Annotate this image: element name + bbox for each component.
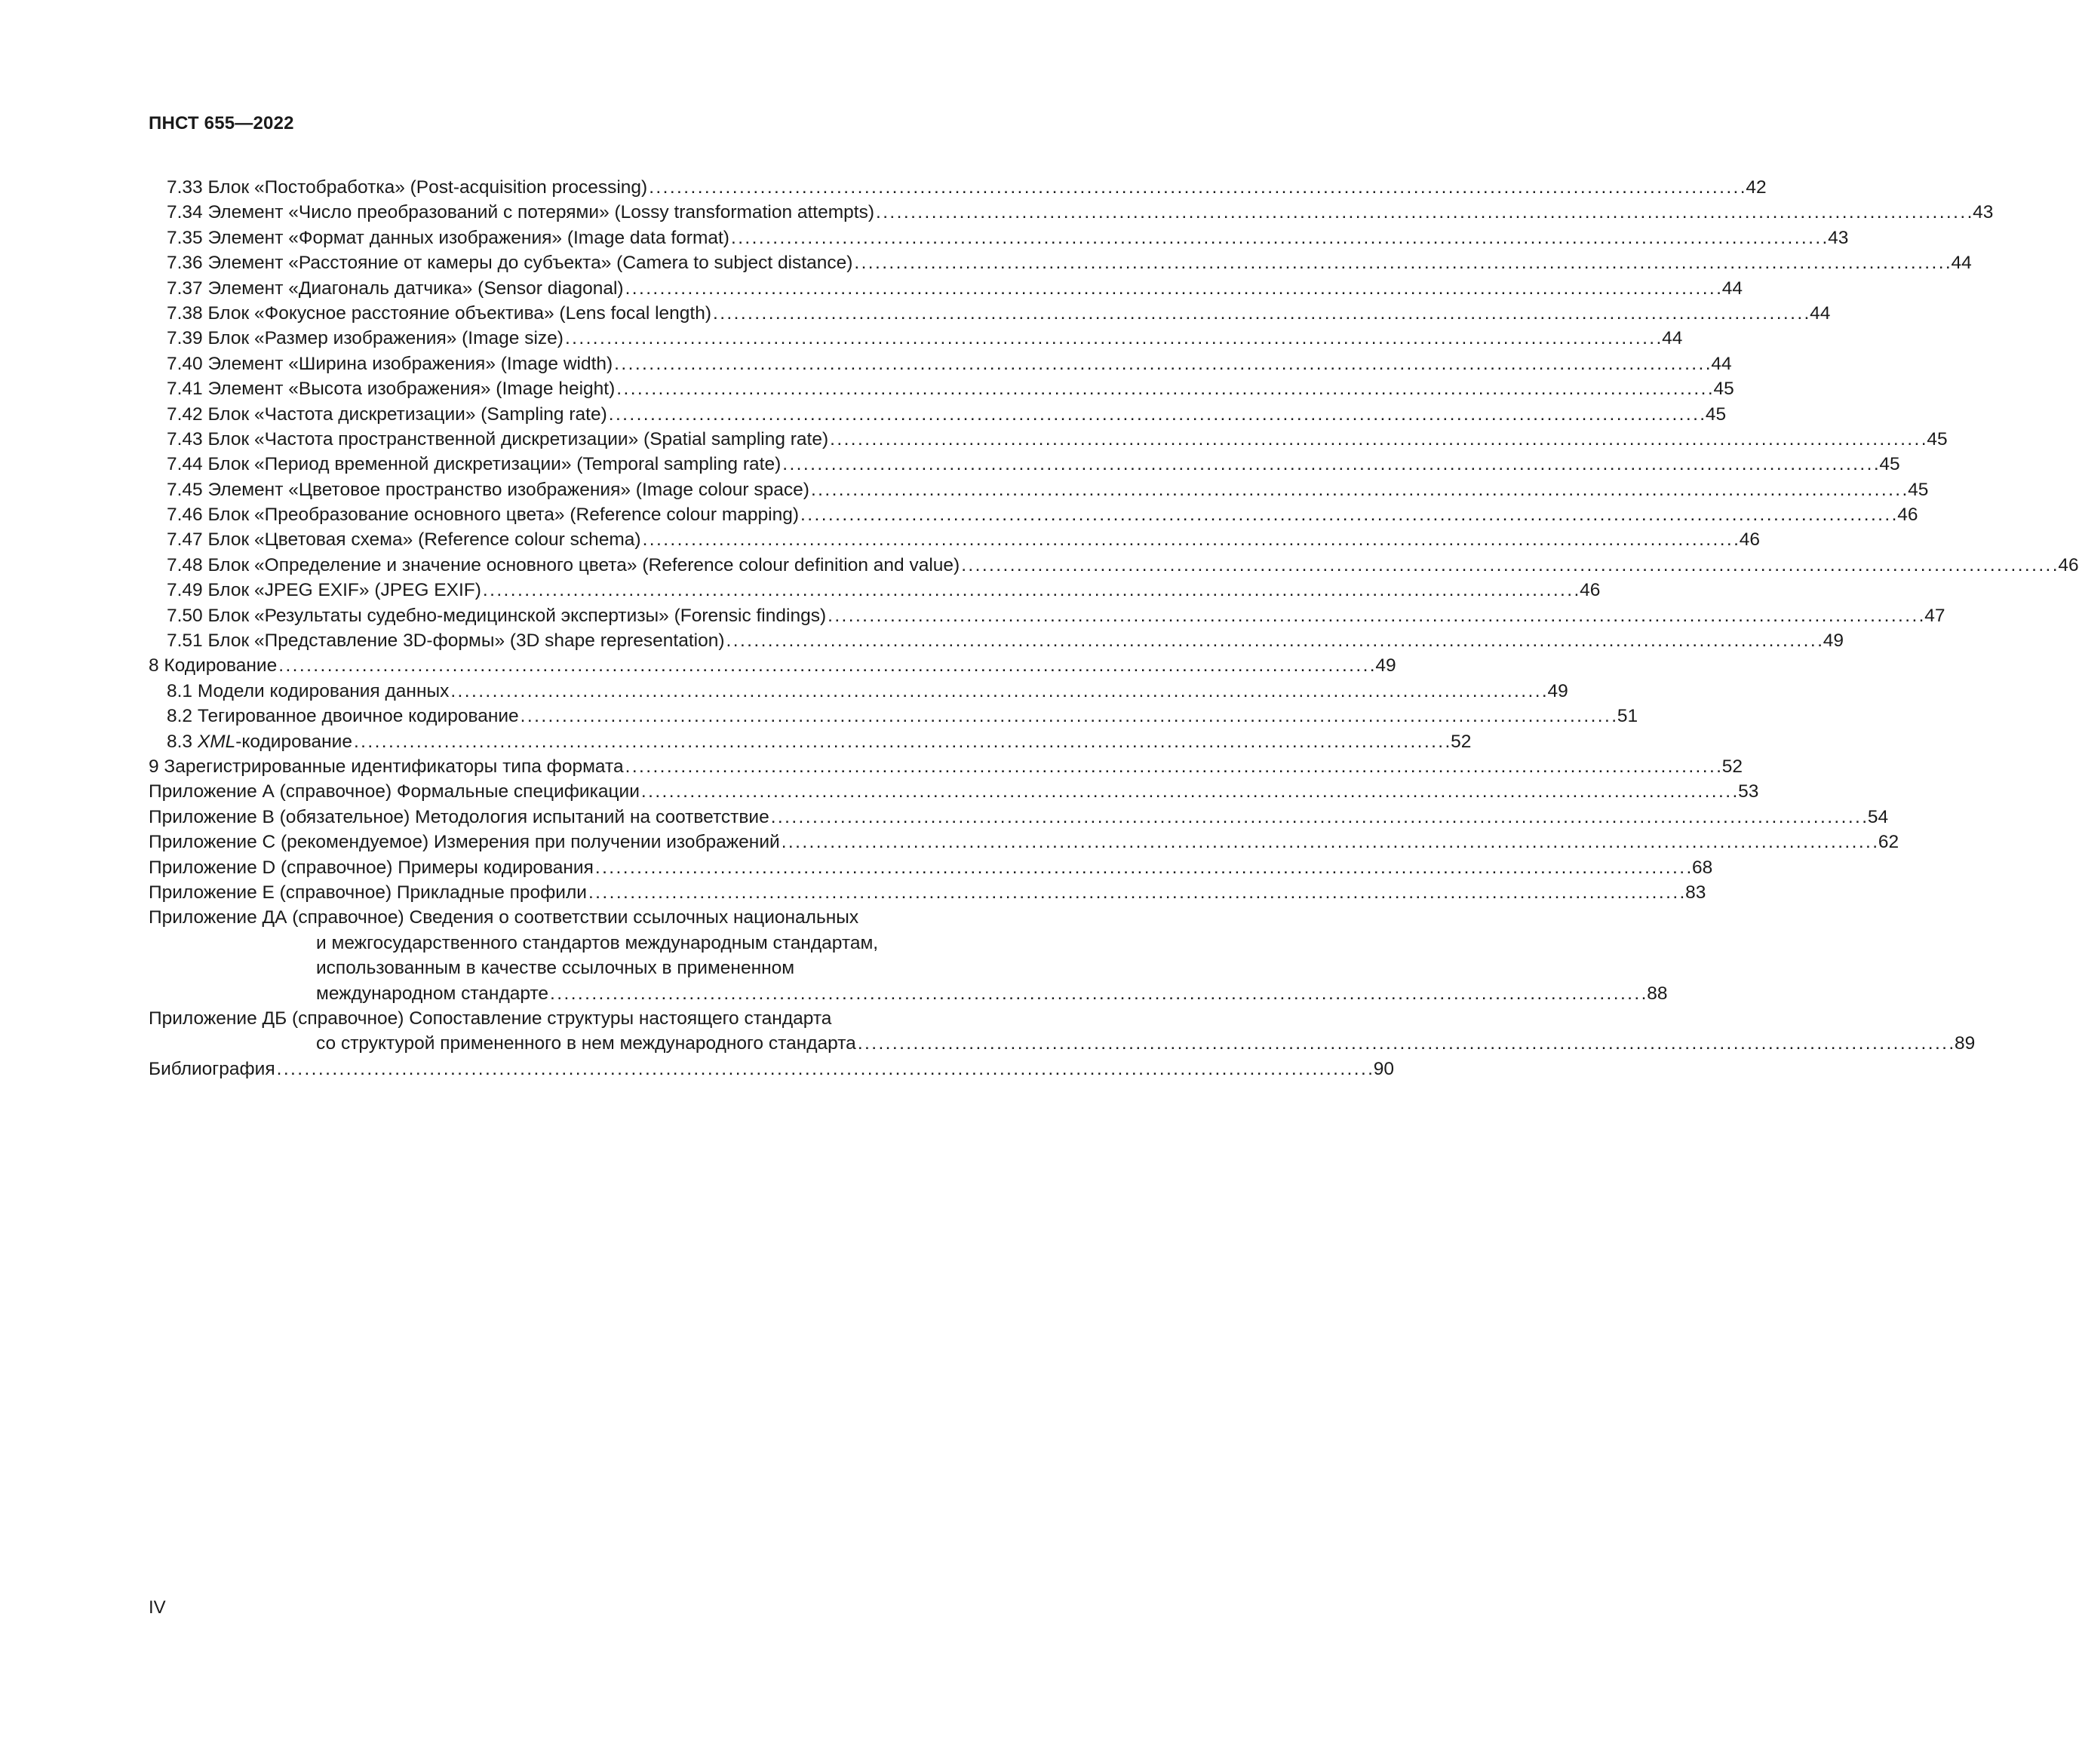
toc-entry[interactable] [149, 301, 1831, 326]
toc-leader-dots [278, 653, 1373, 678]
toc-entry-page: 43 [1973, 202, 1994, 223]
toc-entry-title: 7.33 Блок «Постобработка» (Post-acquisition processing) [167, 177, 648, 198]
toc-entry-title: 8.1 Модели кодирования данных [167, 680, 450, 701]
toc-leader-dots [830, 427, 1924, 452]
toc-entry-page: 49 [1823, 630, 1844, 652]
toc-entry-page: 46 [1580, 580, 1601, 601]
toc-entry-title: 7.43 Блок «Частота пространственной дискретизации» (Spatial sampling rate) [167, 428, 829, 449]
toc-entry-title: 8 Кодирование [149, 655, 278, 676]
toc-entry-title-prefix: 8.3 [167, 731, 198, 752]
toc-entry-title: Приложение В (обязательное) Методология испытаний на соответствие [149, 806, 769, 827]
toc-entry-line: использованным в качестве ссылочных в примененном [316, 958, 795, 979]
toc-entry[interactable] [149, 351, 1732, 376]
toc-entry-title: 7.44 Блок «Период временной дискретизации» (Temporal sampling rate) [167, 454, 782, 475]
toc-entry-title: 7.37 Элемент «Диагональ датчика» (Sensor diagonal) [167, 278, 624, 299]
toc-leader-dots [609, 402, 1703, 427]
toc-entry-page: 44 [1810, 302, 1831, 324]
toc-leader-dots [961, 553, 2056, 578]
toc-leader-dots [625, 754, 1720, 779]
toc-leader-dots [876, 200, 1970, 225]
toc-entry-page: 46 [2058, 554, 2079, 575]
toc-entry-line [149, 981, 1667, 1006]
page-number: IV [149, 1597, 166, 1618]
toc-entry[interactable] [149, 754, 1743, 779]
toc-entry[interactable] [149, 225, 1849, 250]
toc-entry-page: 45 [1705, 403, 1727, 425]
toc-entry[interactable] [149, 553, 2079, 578]
toc-entry-page: 44 [1951, 253, 1972, 274]
toc-entry-page: 45 [1879, 454, 1900, 475]
toc-leader-dots [649, 175, 1743, 200]
toc-leader-dots [641, 779, 1736, 804]
toc-leader-dots [643, 527, 1737, 552]
toc-leader-dots [858, 1031, 1952, 1056]
toc-entry-page: 46 [1897, 505, 1918, 526]
toc-entry-title: 7.36 Элемент «Расстояние от камеры до субъекта» (Camera to subject distance) [167, 253, 853, 274]
toc-entry-title: 8.2 Тегированное двоичное кодирование [167, 706, 519, 727]
toc-entry-title: 7.34 Элемент «Число преобразований с потерями» (Lossy transformation attempts) [167, 202, 874, 223]
toc-entry[interactable] [149, 376, 1734, 401]
toc-entry[interactable] [149, 653, 1396, 678]
toc-entry[interactable] [149, 603, 1945, 628]
toc-leader-dots [450, 679, 1545, 704]
toc-leader-dots [614, 351, 1709, 376]
toc-leader-dots [483, 578, 1577, 603]
toc-entry-title: Приложение А (справочное) Формальные спецификации [149, 781, 640, 802]
toc-entry-body [149, 905, 1667, 1006]
toc-entry[interactable] [149, 402, 1727, 427]
toc-entry-title: 7.38 Блок «Фокусное расстояние объектива» (Lens focal length) [167, 302, 711, 324]
toc-entry-title: Библиография [149, 1058, 275, 1079]
toc-entry-page: 53 [1738, 781, 1759, 802]
toc-entry-title: 7.51 Блок «Представление 3D-формы» (3D shape representation) [167, 630, 725, 652]
toc-entry[interactable] [149, 276, 1743, 301]
toc-entry-title: 9 Зарегистрированные идентификаторы типа формата [149, 756, 624, 777]
toc-entry-title: 7.45 Элемент «Цветовое пространство изображения» (Image colour space) [167, 479, 809, 500]
toc-entry-page: 90 [1373, 1058, 1395, 1079]
toc-entry[interactable] [149, 200, 1994, 225]
toc-entry[interactable] [149, 452, 1900, 477]
toc-entry-bibliography[interactable] [149, 1057, 1395, 1081]
toc-entry-page: 43 [1828, 227, 1849, 248]
toc-entry-title: международном стандарте [316, 983, 549, 1004]
toc-entry-page: 52 [1721, 756, 1743, 777]
toc-entry-line: и межгосударственного стандартов международным стандартам, [316, 932, 879, 953]
toc-entry-page: 45 [1713, 379, 1734, 400]
toc-leader-dots [565, 326, 1660, 351]
toc-entry[interactable] [149, 578, 1601, 603]
toc-entry-title: 7.41 Элемент «Высота изображения» (Image height) [167, 379, 616, 400]
toc-entry-title: 7.48 Блок «Определение и значение основного цвета» (Reference colour definition and value) [167, 554, 960, 575]
toc-entry[interactable] [149, 805, 1889, 830]
toc-entry-title: Сопоставление структуры настоящего стандарта [409, 1008, 832, 1029]
toc-entry[interactable] [149, 679, 1568, 704]
toc-entry-title: со структурой примененного в нем международного стандарта [316, 1033, 856, 1054]
toc-entry-page: 51 [1617, 706, 1638, 727]
toc-entry-title: Приложение D (справочное) Примеры кодирования [149, 857, 594, 878]
document-header: ПНСТ 655—2022 [149, 113, 294, 133]
toc-entry-title [167, 729, 352, 754]
toc-entry-prefix: Приложение ДБ (справочное) [149, 1008, 410, 1029]
toc-entry[interactable] [149, 855, 1713, 880]
toc-entry[interactable] [149, 427, 1948, 452]
toc-leader-dots [726, 628, 1821, 653]
toc-entry-title: 7.49 Блок «JPEG EXIF» (JPEG EXIF) [167, 580, 481, 601]
toc-entry-appendix-da[interactable] [149, 905, 1668, 1006]
toc-entry-title-italic: XML [197, 731, 236, 752]
toc-entry-page: 88 [1647, 983, 1668, 1004]
toc-leader-dots [771, 805, 1866, 830]
toc-entry-appendix-db[interactable] [149, 1006, 1976, 1057]
toc-entry[interactable] [149, 729, 1472, 754]
toc-entry[interactable] [149, 628, 1844, 653]
toc-entry[interactable] [149, 175, 1767, 200]
toc-entry-line [149, 905, 1667, 930]
toc-entry[interactable] [149, 477, 1929, 502]
toc-leader-dots [782, 830, 1876, 854]
toc-leader-dots [713, 301, 1807, 326]
toc-leader-dots [616, 376, 1711, 401]
toc-leader-dots [521, 704, 1615, 729]
toc-entry-title: 7.35 Элемент «Формат данных изображения» (Image data format) [167, 227, 729, 248]
toc-entry-page: 44 [1711, 353, 1732, 374]
toc-leader-dots [625, 276, 1720, 301]
toc-leader-dots [854, 250, 1948, 275]
toc-entry-page: 52 [1451, 731, 1472, 752]
table-of-contents [149, 175, 2079, 1081]
toc-entry[interactable] [149, 704, 1638, 729]
toc-entry-title: 7.42 Блок «Частота дискретизации» (Sampling rate) [167, 403, 607, 425]
toc-leader-dots [811, 477, 1905, 502]
toc-leader-dots [828, 603, 1922, 628]
toc-entry-page: 45 [1927, 428, 1948, 449]
toc-entry-page: 47 [1924, 605, 1945, 626]
toc-leader-dots [782, 452, 1877, 477]
toc-entry-prefix: Приложение ДА (справочное) [149, 907, 410, 928]
toc-leader-dots [800, 502, 1895, 527]
toc-entry-page: 42 [1746, 177, 1767, 198]
toc-leader-dots [731, 225, 1826, 250]
toc-entry[interactable] [149, 527, 1761, 552]
toc-leader-dots [588, 880, 1683, 905]
toc-entry-title: 7.40 Элемент «Ширина изображения» (Image width) [167, 353, 613, 374]
toc-entry-title: Приложение С (рекомендуемое) Измерения при получении изображений [149, 832, 780, 853]
toc-entry-line [149, 1031, 1975, 1056]
toc-entry[interactable] [149, 502, 1918, 527]
toc-leader-dots [595, 855, 1690, 880]
toc-entry-body [149, 1006, 1975, 1057]
toc-entry-page: 62 [1878, 832, 1899, 853]
toc-entry-page: 44 [1721, 278, 1743, 299]
toc-entry-page: 49 [1375, 655, 1396, 676]
toc-entry[interactable] [149, 250, 1972, 275]
toc-entry[interactable] [149, 830, 1899, 854]
toc-entry-page: 49 [1547, 680, 1568, 701]
toc-entry-page: 68 [1692, 857, 1713, 878]
toc-entry-title: 7.46 Блок «Преобразование основного цвета» (Reference colour mapping) [167, 505, 800, 526]
toc-entry-title: Приложение Е (справочное) Прикладные профили [149, 882, 587, 903]
toc-entry-title: 7.47 Блок «Цветовая схема» (Reference colour schema) [167, 529, 641, 551]
toc-leader-dots [354, 729, 1448, 754]
toc-entry-page: 45 [1908, 479, 1929, 500]
toc-entry-title: 7.50 Блок «Результаты судебно-медицинской экспертизы» (Forensic findings) [167, 605, 827, 626]
toc-entry-page: 46 [1739, 529, 1761, 551]
toc-entry-page: 54 [1867, 806, 1889, 827]
toc-entry-title-suffix: -кодирование [235, 731, 352, 752]
toc-leader-dots [277, 1057, 1371, 1081]
toc-entry[interactable] [149, 880, 1706, 905]
toc-leader-dots [550, 981, 1644, 1006]
toc-entry-line [149, 1006, 1975, 1031]
toc-entry-page: 83 [1685, 882, 1706, 903]
toc-entry-title: 7.39 Блок «Размер изображения» (Image size) [167, 328, 564, 349]
toc-entry-title: Сведения о соответствии ссылочных национальных [409, 907, 859, 928]
toc-entry[interactable] [149, 326, 1683, 351]
toc-entry-page: 89 [1954, 1033, 1976, 1054]
toc-entry-page: 44 [1662, 328, 1683, 349]
toc-entry[interactable] [149, 779, 1759, 804]
